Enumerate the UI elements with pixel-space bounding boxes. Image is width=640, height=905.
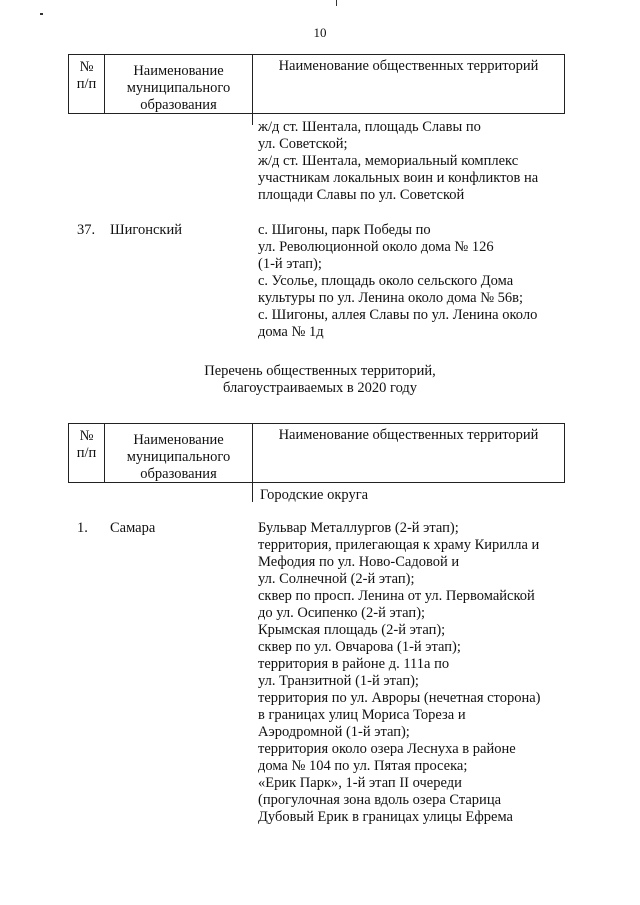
territory-line: сквер по ул. Овчарова (1-й этап); [258, 639, 461, 655]
header-num-line: п/п [76, 445, 97, 461]
territory-line: территория в районе д. 111а по [258, 656, 450, 672]
territory-line: ул. Советской; [258, 136, 348, 152]
header-num-cell [69, 424, 105, 482]
territory-line: сквер по просп. Ленина от ул. Первомайской [258, 588, 535, 604]
territory-line: территория около озера Леснуха в районе [258, 741, 516, 757]
territory-list [258, 520, 540, 826]
territory-line: участникам локальных воин и конфликтов на [258, 170, 539, 186]
territory-line: (прогулочная зона вдоль озера Старица [258, 792, 502, 808]
continuation-list [258, 119, 538, 204]
header-territories-cell: Наименование общественных территорий [278, 58, 539, 74]
territory-line: (1-й этап); [258, 256, 322, 272]
territory-line: до ул. Осипенко (2-й этап); [258, 605, 426, 621]
territory-line: ж/д ст. Шентала, мемориальный комплекс [258, 153, 519, 169]
header-num-line: № [79, 59, 94, 75]
row-number: 37. [77, 222, 96, 238]
territory-line: с. Усолье, площадь около сельского Дома [258, 273, 514, 289]
territory-line: территория по ул. Авроры (нечетная сторона) [258, 690, 541, 706]
territory-line: ж/д ст. Шентала, площадь Славы по [258, 119, 481, 135]
header-municipality-line: Наименование [133, 432, 224, 448]
territory-line: Крымская площадь (2-й этап); [258, 622, 446, 638]
header-num-line: п/п [76, 76, 97, 92]
row-number: 1. [77, 520, 88, 536]
scan-mark [40, 13, 43, 15]
group-heading: Городские округа [260, 487, 369, 503]
territory-line: культуры по ул. Ленина около дома № 56в; [258, 290, 524, 306]
header-municipality-line: образования [140, 466, 217, 482]
territory-line: ул. Солнечной (2-й этап); [258, 571, 415, 587]
header-num-cell [69, 55, 105, 113]
header-municipality-line: Наименование [133, 63, 224, 79]
territory-line: территория, прилегающая к храму Кирилла и [258, 537, 540, 553]
header-municipality-line: муниципального [126, 80, 231, 96]
municipality-name: Шигонский [110, 222, 182, 238]
header-municipality-cell [105, 424, 253, 482]
section-title [0, 363, 640, 397]
section-title-line: Перечень общественных территорий, [204, 363, 436, 379]
territory-line: Дубовый Ерик в границах улицы Ефрема [258, 809, 513, 825]
header-num-line: № [79, 428, 94, 444]
header-municipality-line: образования [140, 97, 217, 113]
header-municipality-line: муниципального [126, 449, 231, 465]
territory-line: Бульвар Металлургов (2-й этап); [258, 520, 459, 536]
territory-line: дома № 104 по ул. Пятая просека; [258, 758, 468, 774]
municipality-name: Самара [110, 520, 156, 536]
territory-line: ул. Революционной около дома № 126 [258, 239, 494, 255]
table-header [68, 423, 565, 483]
territory-list [258, 222, 537, 341]
header-municipality-cell [105, 55, 253, 113]
column-divider [252, 482, 253, 502]
territory-line: с. Шигоны, парк Победы по [258, 222, 431, 238]
territory-line: с. Шигоны, аллея Славы по ул. Ленина около [258, 307, 538, 323]
territory-line: Аэродромной (1-й этап); [258, 724, 410, 740]
territory-line: ул. Транзитной (1-й этап); [258, 673, 419, 689]
territory-line: «Ерик Парк», 1-й этап II очереди [258, 775, 462, 791]
territory-line: в границах улиц Мориса Тореза и [258, 707, 466, 723]
scan-mark [336, 0, 337, 6]
header-territories-cell: Наименование общественных территорий [278, 427, 539, 443]
page-number: 10 [313, 25, 327, 40]
territory-line: площади Славы по ул. Советской [258, 187, 465, 203]
table-header [68, 54, 565, 114]
section-title-line: благоустраиваемых в 2020 году [222, 380, 418, 396]
column-divider [252, 113, 253, 125]
territory-line: дома № 1д [258, 324, 324, 340]
territory-line: Мефодия по ул. Ново-Садовой и [258, 554, 460, 570]
